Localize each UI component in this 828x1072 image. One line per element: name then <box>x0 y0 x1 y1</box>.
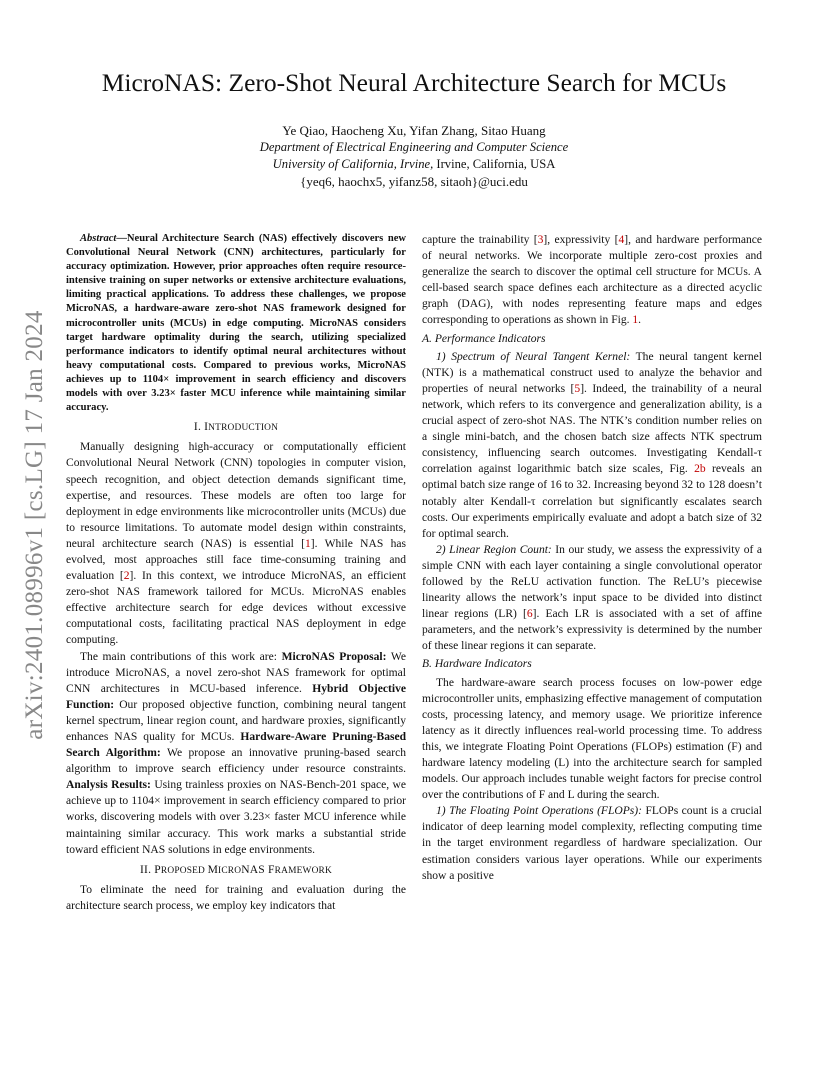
author-affiliation <box>60 156 768 173</box>
citation-link[interactable]: 3 <box>537 234 544 246</box>
author-emails: {yeq6, haochx5, yifanz58, sitaoh}@uci.edu <box>300 174 528 189</box>
arxiv-stamp <box>10 290 60 760</box>
section-title-rest: ROPOSED <box>160 865 208 876</box>
text-run: ]. Indeed, the trainability of a neural network, which refers to its convergence and generalization ability, is a crucial aspect of zero-shot NAS. The NTK’s condition number relies on a single mini-batch, and the chosen batch size affects NTK spectrum consistency, influencing search outcomes. Investigating Kendall-τ correlation against logarithmic batch size scales, Fig. <box>422 382 762 476</box>
section-initial: I <box>204 421 209 434</box>
paragraph-heading: 1) Spectrum of Neural Tangent Kernel: <box>436 350 631 363</box>
author-location: Irvine, California, USA <box>433 157 556 171</box>
intro-paragraph-2 <box>66 649 406 858</box>
text-run: ], expressivity [ <box>543 234 619 246</box>
section-heading-introduction <box>66 419 406 436</box>
section-initial: F <box>268 863 275 876</box>
text-run: . <box>638 314 642 327</box>
section-initial: P <box>154 863 161 876</box>
citation-link[interactable]: 4 <box>618 234 625 246</box>
text-run: The neural tangent kernel (NTK) is a mathematical construct used to analyze the behavior and properties of neural networks [ <box>422 350 762 395</box>
arxiv-id[interactable]: arXiv:2401.08996v1 [cs.LG] 17 Jan 2024 <box>21 310 48 740</box>
contribution-heading: MicroNAS Proposal: <box>281 650 387 663</box>
flops-paragraph <box>422 803 762 883</box>
text-run: We introduce MicroNAS, a novel zero-shot NAS framework for optimal CNN architectures in MCU-based inference. <box>66 650 406 695</box>
figure-link[interactable]: 2b <box>694 463 706 476</box>
author-university: University of California, Irvine, <box>272 157 434 171</box>
text-run: Manually designing high-accuracy or computationally efficient Convolutional Neural Network (CNN) topologies in computer vision, speech recognition, and object detection demands significant time, expertise, and resources. These models are often too large for deployment in edge environments like microcontroller units (MCUs) due to resource limitations. To automate model design within constraints, neural architecture search (NAS) is essential [ <box>66 441 406 550</box>
author-block <box>60 122 768 190</box>
paragraph-heading: 1) The Floating Point Operations (FLOPs): <box>436 805 642 818</box>
citation-link[interactable]: 6 <box>526 608 533 621</box>
text-run: Using trainless proxies on NAS-Bench-201 space, we achieve up to 1104× improvement in search efficiency compared to prior works, discovering models with over 3.23× faster MCU inference while maintaining similar accuracy. This work marks a substantial stride toward efficient NAS solutions in edge environments. <box>66 779 406 856</box>
text-run: FLOPs count is a crucial indicator of deep learning model complexity, reflecting computing time in the target environment regardless of hardware specialization. Our estimation considers various layer operations. While our experiments show a positive <box>422 805 762 882</box>
text-run: ], and hardware performance of neural networks. We incorporate multiple zero-cost proxies and generalize the search to discover the optimal cell structure for MCUs. A cell-based search space defines each architecture as a directed acyclic graph (DAG), with nodes representing feature maps and edges corresponding to operations as shown in Fig. <box>422 234 762 327</box>
abstract-text: —Neural Architecture Search (NAS) effectively discovers new Convolutional Neural Network (CNN) architectures, particularly for accuracy optimization. However, prior approaches often require resource-intensive training on super networks or extensive architecture evaluations, limiting practical applications. To address these challenges, we propose MicroNAS, a hardware-aware zero-shot NAS framework designed for microcontroller units (MCUs) in edge computing. MicroNAS considers target hardware optimality during the search, utilizing specialized performance indicators to identify optimal neural architectures without heavy computational costs. Compared to previous works, MicroNAS achieves up to 1104× improvement in search efficiency and discovers models with over 3.23× faster MCU inference while maintaining similar accuracy. <box>66 233 406 414</box>
subsection-heading-performance: A. Performance Indicators <box>422 332 546 345</box>
author-department: Department of Electrical Engineering and Computer Science <box>259 140 569 154</box>
section-title-rest: NTRODUCTION <box>208 423 279 434</box>
paper-title: MicroNAS: Zero-Shot Neural Architecture Search for MCUs <box>101 68 727 97</box>
linear-region-paragraph <box>422 542 762 655</box>
text-run: The main contributions of this work are: <box>80 650 282 663</box>
framework-paragraph-continued <box>422 232 762 329</box>
figure-link[interactable]: 1 <box>632 314 639 327</box>
section-number: II. <box>140 863 155 876</box>
paragraph-heading: 2) Linear Region Count: <box>436 543 552 556</box>
text-run: In our study, we assess the expressivity of a simple CNN with each layer containing a single convolutional operator followed by the ReLU activation function. The ReLU’s piecewise linearity allows the network’s input space to be divided into distinct linear regions (LR) [ <box>422 543 763 621</box>
citation-link[interactable]: 5 <box>574 382 581 395</box>
text-run: ]. Each LR is associated with a set of affine parameters, and the network’s expressivity is determined by the number of these linear regions it can separate. <box>422 608 763 653</box>
citation-link[interactable]: 2 <box>123 570 130 583</box>
contribution-heading: Hybrid Objective Function: <box>66 682 406 711</box>
author-names: Ye Qiao, Haocheng Xu, Yifan Zhang, Sitao Huang <box>282 123 546 138</box>
text-run: capture the trainability [ <box>422 234 538 246</box>
section-heading-framework <box>66 862 406 879</box>
subsection-heading-hardware: B. Hardware Indicators <box>422 658 532 671</box>
intro-paragraph-1 <box>66 439 406 648</box>
abstract-lead: Abstract <box>80 233 117 244</box>
text-run: ]. In this context, we introduce MicroNAS, an efficient zero-shot NAS framework tailored for MCUs. MicroNAS enables effective architecture search for edge devices without excessive computational costs, facilitating practical NAS deployment in edge computing. <box>66 570 406 647</box>
right-column <box>422 232 762 884</box>
text-run: ]. While NAS has evolved, most approaches still face time-consuming training and evaluation [ <box>66 537 406 583</box>
text-run: We propose an innovative pruning-based search algorithm to improve search efficiency under resource constraints. <box>66 747 406 776</box>
section-number: I. <box>193 421 205 434</box>
text-run: reveals an optimal batch size range of 16 to 32. Increasing beyond 32 to 128 doesn’t notably alter Kendall-τ correlation but significantly escalates search costs. Our experiments empirically evaluate and adopt a batch size of 32 for optimal search. <box>422 463 762 540</box>
contribution-heading: Hardware-Aware Pruning-Based Search Algorithm: <box>66 731 407 760</box>
section-title-rest: RAMEWORK <box>274 865 332 876</box>
ntk-paragraph <box>422 349 762 542</box>
text-run: Our proposed objective function, combining neural tangent kernel spectrum, linear region count, and hardware proxies, significantly enhances NAS quality for MCUs. <box>66 698 406 743</box>
left-column <box>66 232 406 914</box>
citation-link[interactable]: 1 <box>304 537 311 550</box>
framework-paragraph-1: To eliminate the need for training and evaluation during the architecture search process, we employ key indicators that <box>66 883 406 912</box>
section-initial: M <box>207 863 219 876</box>
section-title-rest: ICRO <box>218 865 242 876</box>
section-title-rest: NAS <box>241 863 269 876</box>
contribution-heading: Analysis Results: <box>66 779 151 792</box>
abstract <box>66 232 406 415</box>
hardware-paragraph: The hardware-aware search process focuses on low-power edge microcontroller units, emphasizing effective management of computation costs, processing latency, and memory usage. We prioritize inference latency as it directly influences real-world processing time. To address this, we integrate Floating Point Operations (FLOPs) estimation (F) and hardware latency modeling (L) into the architecture search for sampled models. Our approach includes tunable weight factors for precise control over the contributions of F and L during the search. <box>422 676 762 802</box>
